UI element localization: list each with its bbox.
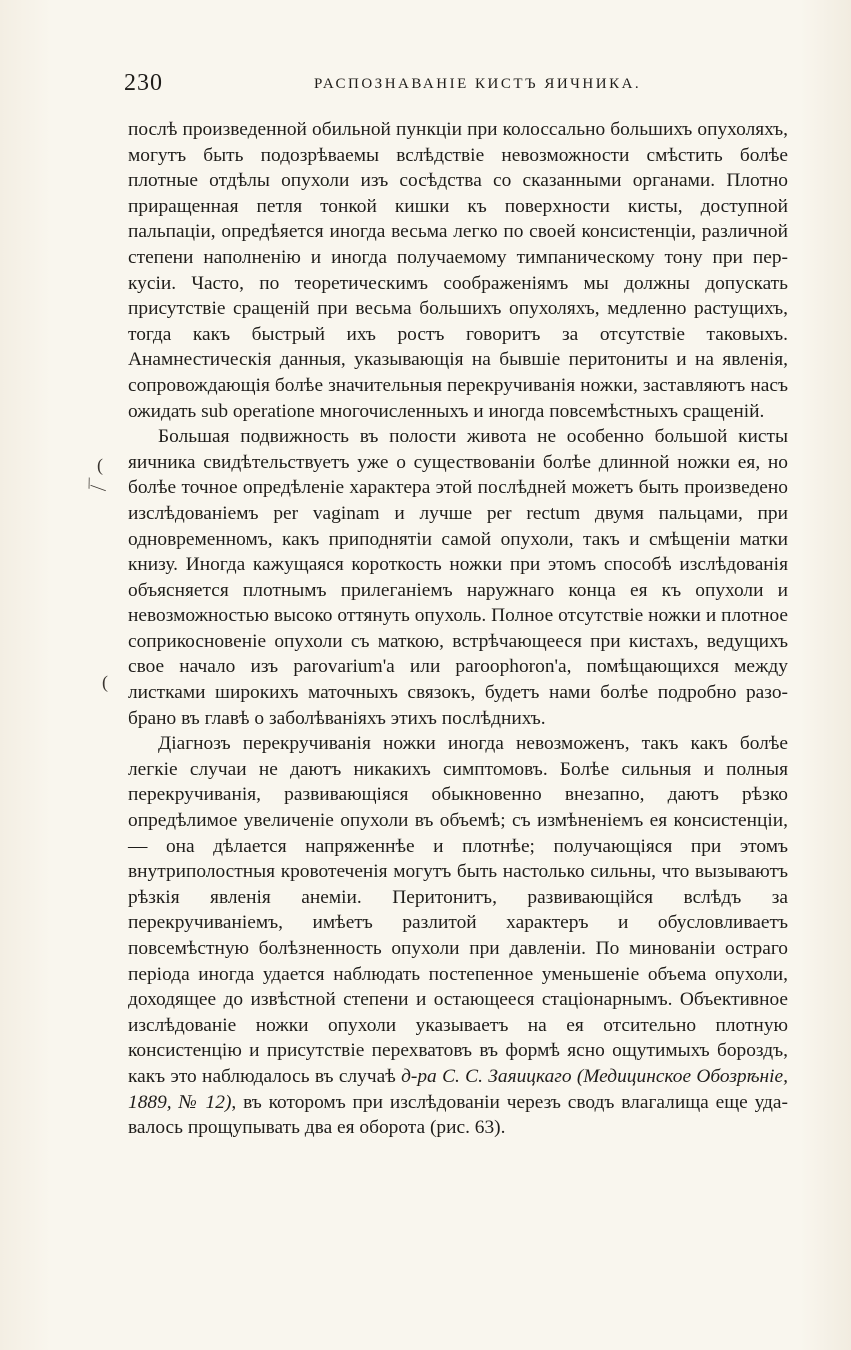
paragraph-3 <box>128 731 788 1141</box>
page-number: 230 <box>124 70 163 96</box>
margin-bracket-mark-2: ( <box>102 672 108 692</box>
page-header <box>124 70 784 102</box>
paragraph-2: Большая подвижность въ полости живота не особенно большой кисты яичника свидѣтельствуетъ уже о существованіи болѣе длинной ножки ея, но болѣе точное опредѣленіе характера этой послѣдней можетъ быть произведено изслѣдованіемъ per vaginam и лучше per rectum двумя пальцами, при одновременномъ, какъ приподнятіи самой опухоли, такъ и смѣщеніи матки книзу. Иногда кажущаяся короткость ножки при этомъ способѣ изслѣдованія объясняется плотнымъ прилеганіемъ наружнаго конца ея къ опухоли и невозможностью высоко оттянуть опухоль. Полное отсутствіе ножки и плотное соприкосновеніе опухоли съ маткою, встрѣчающееся при кистахъ, ведущихъ свое начало изъ parovarium'а или paroophoron'а, помѣщающихся между листками широкихъ маточныхъ связокъ, будетъ нами болѣе подробно разобрано въ главѣ о заболѣваніяхъ этихъ послѣднихъ. <box>128 426 788 729</box>
running-title: РАСПОЗНАВАНІЕ КИСТЪ ЯИЧНИКА. <box>314 76 642 92</box>
margin-bracket-mark: ( <box>97 455 103 475</box>
paragraph-1: послѣ произведенной обильной пункціи при колоссально большихъ опухоляхъ, могутъ быть подозрѣваемы вслѣдствіе невозможности смѣстить болѣе плотные отдѣлы опухоли изъ сосѣдства со сказанными органами. Плотно приращенная петля тонкой кишки къ поверхности кисты, доступной пальпаціи, опредѣяется иногда весьма легко по своей консистенціи, различной степени наполненію и иногда получаемому тимпаническому тону при перкусіи. Часто, по теоретическимъ соображеніямъ мы должны допускать присутствіе сращеній при весьма большихъ опухоляхъ, медленно растущихъ, тогда какъ быстрый ихъ ростъ говоритъ за отсутствіе таковыхъ. Анамнестическія данныя, указывающія на бывшіе перитониты и на явленія, сопровождающія болѣе значительныя перекручиванія ножки, заставляютъ насъ ожидать sub operatione многочисленныхъ и иногда повсемѣстныхъ сращеній. <box>128 119 788 422</box>
paragraph-3-main: Діагнозъ перекручиванія ножки иногда невозможенъ, такъ какъ болѣе легкіе случаи не даютъ никакихъ симптомовъ. Болѣе сильныя и полныя перекручиванія, развивающіяся обыкновенно внезапно, даютъ рѣзко опредѣлимое увеличеніе опухоли въ объемѣ; съ измѣненіемъ ея консистенціи, — она дѣлается напряженнѣе и плотнѣе; получающіяся при этомъ внутриполостныя кровотеченія могутъ быть настолько сильны, что вызываютъ рѣзкія явленія анеміи. Перитонитъ, развивающійся вслѣдъ за перекручиваніемъ, имѣетъ разлитой характеръ и обусловливаетъ повсемѣстную болѣзненность опухоли при давленіи. По минованіи остраго періода иногда удается наблюдать постепенное уменьшеніе объема опухоли, доходящее до извѣстной степени и остающееся стаціонарнымъ. Объективное изслѣдованіе ножки опухоли указываетъ на ея отсительно плотную консистенцію и присутствіе перехватовъ въ формѣ ясно ощутимыхъ бороздъ, какъ это наблюдалось въ случаѣ <box>128 733 788 1087</box>
margin-pencil-stroke: \— <box>83 475 109 499</box>
citation: д-ра С. С. Заяицкаго (Медицинское Обозрѣніе, 1889, № 12) <box>128 1065 788 1113</box>
body-text <box>128 117 788 1141</box>
paragraph-3-end: , въ которомъ при изслѣдованіи черезъ сводъ влагалища еще удавалось прощупывать два ея оборота (рис. 63). <box>128 1091 788 1139</box>
